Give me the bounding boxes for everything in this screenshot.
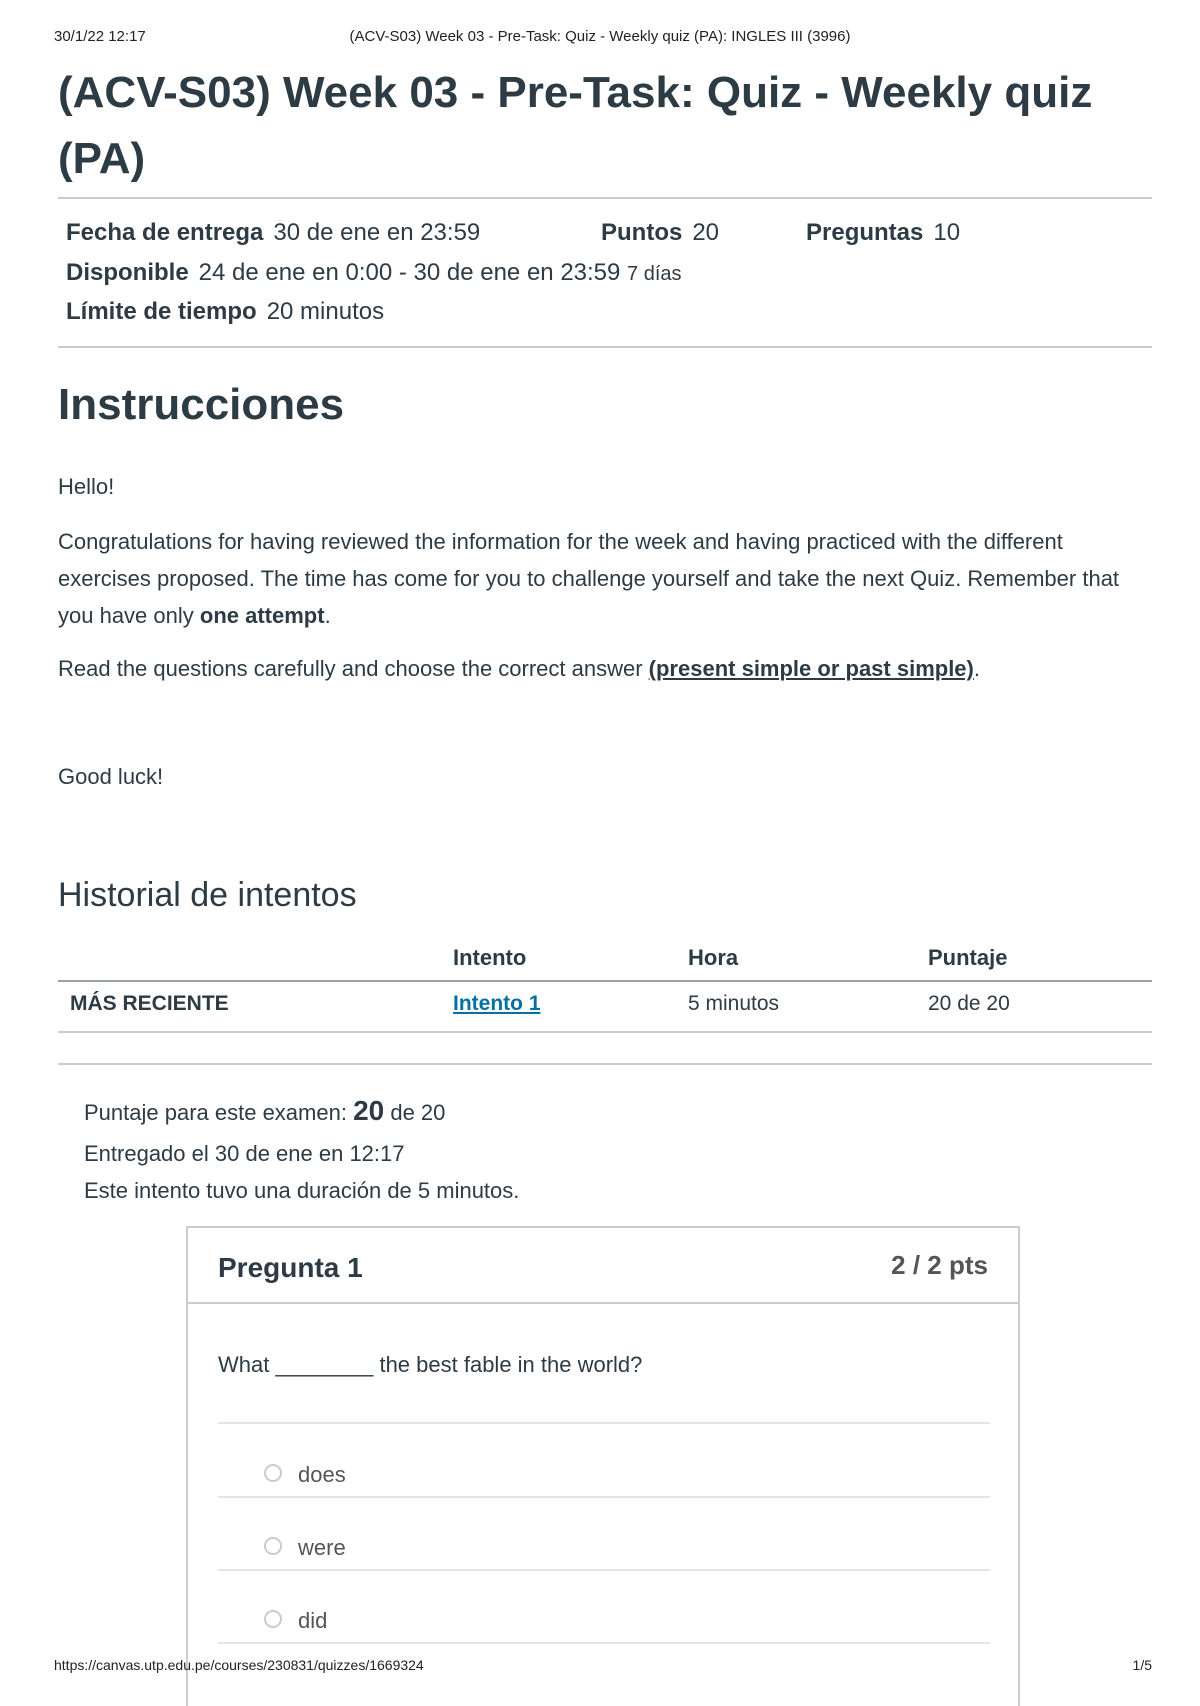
answer-divider bbox=[218, 1569, 990, 1571]
answer-divider bbox=[218, 1422, 990, 1424]
radio-icon[interactable] bbox=[264, 1610, 282, 1628]
exam-score: Puntaje para este examen: 20 de 20 bbox=[84, 1095, 446, 1126]
question-title: Pregunta 1 bbox=[218, 1252, 363, 1283]
attempt-time: 5 minutos bbox=[688, 992, 780, 1015]
instructions-paragraph-2: Read the questions carefully and choose the correct answer (present simple or past simple). bbox=[58, 656, 980, 681]
availability bbox=[66, 259, 682, 287]
question-count bbox=[806, 219, 960, 247]
print-url: https://canvas.utp.edu.pe/courses/230831/quizzes/1669324 bbox=[54, 1657, 424, 1673]
instructions-heading: Instrucciones bbox=[58, 380, 345, 429]
due-date-label: Fecha de entrega bbox=[66, 219, 264, 246]
exam-score-value: 20 bbox=[353, 1095, 385, 1126]
page-title: (ACV-S03) Week 03 - Pre-Task: Quiz - Weekly quiz (PA) bbox=[58, 68, 1093, 183]
radio-icon[interactable] bbox=[264, 1464, 282, 1482]
history-heading: Historial de intentos bbox=[58, 876, 357, 914]
question-text: What ________ the best fable in the world? bbox=[218, 1352, 643, 1377]
divider bbox=[58, 197, 1152, 199]
print-footer bbox=[0, 1657, 1200, 1677]
answer-divider bbox=[218, 1496, 990, 1498]
answer-label: were bbox=[298, 1535, 346, 1560]
attempt-1-link[interactable]: Intento 1 bbox=[453, 992, 541, 1015]
time-limit-label: Límite de tiempo bbox=[66, 298, 257, 325]
column-header-attempt: Intento bbox=[453, 945, 527, 970]
answer-divider bbox=[218, 1642, 990, 1644]
time-limit-value: 20 minutos bbox=[266, 298, 385, 325]
question-count-value: 10 bbox=[933, 219, 961, 246]
attempt-cell bbox=[453, 992, 541, 1016]
question-card bbox=[186, 1226, 1020, 1706]
column-header-time: Hora bbox=[688, 945, 739, 970]
tense-emphasis: (present simple or past simple) bbox=[648, 656, 974, 681]
availability-label: Disponible bbox=[66, 259, 189, 286]
print-header bbox=[0, 28, 1200, 48]
table-header-divider bbox=[58, 980, 1152, 982]
print-document-title: (ACV-S03) Week 03 - Pre-Task: Quiz - Weekly quiz (PA): INGLES III (3996) bbox=[349, 28, 851, 45]
answer-label: did bbox=[298, 1608, 328, 1633]
radio-icon[interactable] bbox=[264, 1537, 282, 1555]
divider bbox=[58, 1063, 1152, 1065]
points-label: Puntos bbox=[601, 219, 683, 246]
divider bbox=[58, 1031, 1152, 1033]
question-points: 2 / 2 pts bbox=[891, 1250, 988, 1280]
submitted-time: Entregado el 30 de ene en 12:17 bbox=[84, 1141, 405, 1166]
points bbox=[601, 219, 719, 247]
divider bbox=[58, 346, 1152, 348]
points-value: 20 bbox=[692, 219, 720, 246]
print-page-number: 1/5 bbox=[1132, 1657, 1152, 1673]
due-date bbox=[66, 219, 480, 247]
time-limit bbox=[66, 298, 384, 326]
answer-label: does bbox=[298, 1462, 346, 1487]
due-date-value: 30 de ene en 23:59 bbox=[273, 219, 481, 246]
print-date: 30/1/22 12:17 bbox=[54, 28, 146, 45]
question-header bbox=[188, 1228, 1018, 1304]
question-count-label: Preguntas bbox=[806, 219, 924, 246]
attempt-duration: Este intento tuvo una duración de 5 minutos. bbox=[84, 1178, 520, 1203]
one-attempt-emphasis: one attempt bbox=[199, 603, 325, 628]
attempt-row-label: MÁS RECIENTE bbox=[70, 992, 229, 1015]
instructions-paragraph-1: Congratulations for having reviewed the information for the week and having practiced with the different exercises proposed. The time has come for you to challenge yourself and take the next Quiz. Remember that you have only one attempt. bbox=[58, 529, 1120, 628]
instructions-greeting: Hello! bbox=[58, 474, 115, 499]
availability-days: 7 días bbox=[627, 263, 682, 285]
column-header-score: Puntaje bbox=[928, 945, 1008, 970]
availability-value: 24 de ene en 0:00 - 30 de ene en 23:59 bbox=[198, 259, 621, 286]
attempt-score: 20 de 20 bbox=[928, 992, 1010, 1015]
instructions-closing: Good luck! bbox=[58, 764, 164, 789]
